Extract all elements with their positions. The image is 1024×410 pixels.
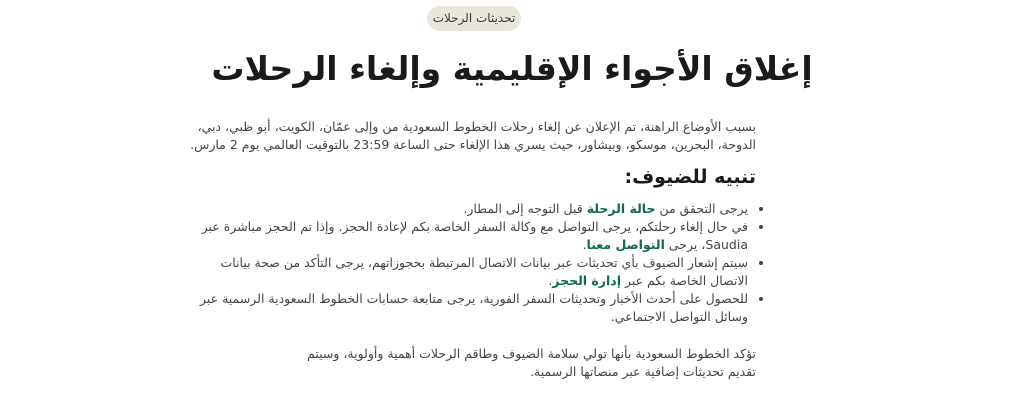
list-item	[188, 254, 748, 290]
item-text: للحصول على أحدث الأخبار وتحديثات السفر الفورية، يرجى متابعة حسابات الخطوط السعودية الرسمية عبر وسائل التواصل الاجتماعي.	[200, 291, 748, 324]
list-item	[188, 290, 748, 326]
item-text-before: سيتم إشعار الضيوف بأي تحديثات عبر بيانات الاتصال المرتبطة بحجوزاتهم، يرجى التأكد من صحة بيانات الاتصال الخاصة بكم عبر	[220, 255, 748, 288]
list-item	[188, 200, 748, 218]
list-item	[188, 218, 748, 254]
item-text-before: يرجى التحقق من	[655, 201, 748, 216]
notice-heading: تنبيه للضيوف:	[624, 166, 756, 188]
page-title: إغلاق الأجواء الإقليمية وإلغاء الرحلات	[211, 49, 813, 88]
intro-paragraph: بسبب الأوضاع الراهنة، تم الإعلان عن إلغاء رحلات الخطوط السعودية من وإلى عمّان، الكويت، أبو ظبي، دبي، الدوحة، البحرين، موسكو، وبيشاور، حيث يسري هذا الإلغاء حتى الساعة 23:59 بالتوقيت العالمي يوم 2 مارس.	[190, 119, 756, 152]
category-tag: تحديثات الرحلات	[427, 6, 521, 31]
item-text-after: قبل التوجه إلى المطار.	[463, 201, 587, 216]
contact-us-link[interactable]: التواصل معنا	[586, 237, 665, 252]
item-text-after: .	[548, 273, 553, 288]
manage-booking-link[interactable]: إدارة الحجز	[552, 273, 621, 288]
item-text-before: في حال إلغاء رحلتكم، يرجى التواصل مع وكالة السفر الخاصة بكم لإعادة الحجز. وإذا تم الحجز مباشرة عبر Saudia، يرجى	[201, 219, 748, 252]
item-text-after: .	[582, 237, 587, 252]
closing-paragraph: تؤكد الخطوط السعودية بأنها تولي سلامة الضيوف وطاقم الرحلات أهمية وأولوية، وسيتم تقديم تحديثات إضافية عبر منصاتها الرسمية.	[307, 346, 756, 379]
flight-status-link[interactable]: حالة الرحلة	[586, 201, 656, 216]
notice-list	[188, 200, 762, 326]
